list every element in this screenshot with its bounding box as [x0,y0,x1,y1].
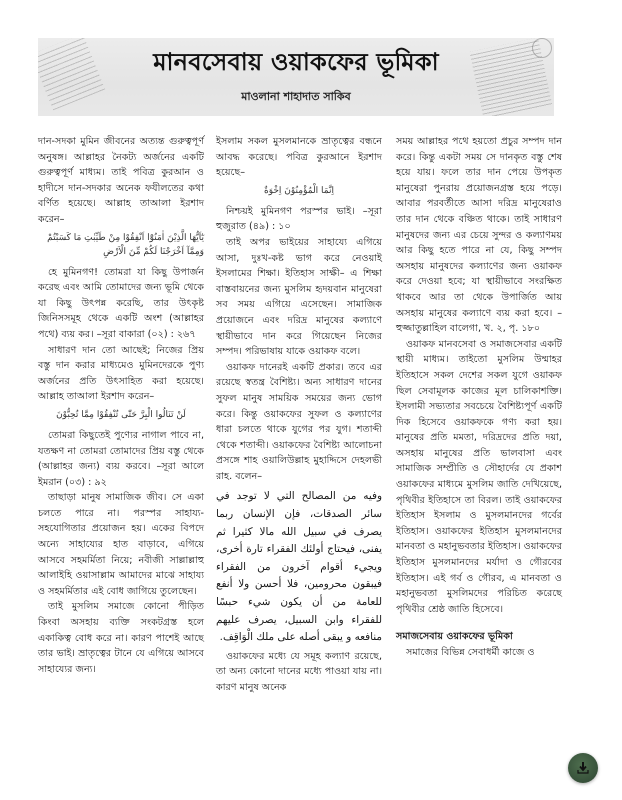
download-button[interactable] [568,753,598,783]
article-column-3 [396,134,562,661]
article-title: মানবসেবায় ওয়াকফের ভূমিকা [153,48,439,76]
paragraph: তোমরা কিছুতেই পুণ্যের নাগাল পাবে না, যতক্ষণ না তোমরা তোমাদের প্রিয় বস্তু থেকে (আল্লাহর জন্য) ব্যয় করবে। –সূরা আলে ইমরান (০৩) : ৯২ [38,429,204,488]
paragraph: সময় আল্লাহর পথে হয়তো প্রচুর সম্পদ দান করে। কিন্তু একটা সময় সে দানকৃত বস্তু শেষ হয়ে যায়। ফলে তার দান পেয়ে উপকৃত মানুষেরা পুনরায় প্রয়োজনগ্রস্ত হয়ে পড়ে। আবার পরবর্তীতে আসা দরিদ্র মানুষেরাও তার দান থেকে বঞ্চিত থাকে। তাই সাধারণ মানুষদের জন্য এর চেয়ে সুন্দর ও কল্যাণময় আর কিছু হতে পারে না যে, কিছু সম্পদ অসহায় মানুষদের কল্যাণের জন্য ওয়াকফ করে দেওয়া হবে; যা স্থায়ীভাবে সংরক্ষিত থাকবে আর তা থেকে উপার্জিত আয় অসহায় মানুষের কল্যাণে ব্যয় করা হবে। –হুজ্জাতুল্লাহিল বালেগা, খ. ২, পৃ. ১৮০ [396,136,562,335]
paragraph: তাই মুসলিম সমাজে কোনো পীড়িত কিংবা অসহায় ব্যক্তি সংকটগ্রস্ত হলে একাকিত্ব বোধ করে না। কারণ পাশেই আছে তার ভাই। ভ্রাতৃত্বের টানে যে এগিয়ে আসবে সাহায্যের জন্য। [38,601,204,675]
section-subheading: সমাজসেবায় ওয়াকফের ভূমিকা [396,631,513,643]
paragraph: তাই অপর ভাইয়ের সাহায্যে এগিয়ে আসা, দুঃখ-কষ্ট ভাগ করে নেওয়াই ইসলামের শিক্ষা। ইতিহাস সাক্ষী– এ শিক্ষা বাস্তবায়নের জন্য মুসলিম হৃদয়বান মানুষেরা সব সময় এগিয়ে এসেছেন। সামাজিক প্রয়োজনে এবং দরিদ্র মানুষের কল্যাণে স্থায়ীভাবে দান করে গিয়েছেন নিজের সম্পদ। পরিভাষায় যাকে ওয়াকফ বলে। [216,236,382,358]
paragraph: সমাজের বিভিন্ন সেবাধর্মী কাজে ও [406,647,535,658]
quran-verse-arabic: اِنَّمَا الْمُؤْمِنُوْنَ اِخْوَةٌ [264,185,334,196]
paragraph: নিশ্চয়ই মুমিনগণ পরস্পর ভাই। –সূরা হুজুরাত (৪৯) : ১০ [216,205,382,233]
download-icon [576,761,590,775]
article-header-banner [38,38,554,116]
paragraph: হে মুমিনগণ! তোমরা যা কিছু উপার্জন করেছ এবং আমি তোমাদের জন্য ভূমি থেকে যা কিছু উৎপন্ন করেছি, তার উৎকৃষ্ট জিনিসসমূহ থেকে একটি অংশ (আল্লাহর পথে) ব্যয় কর। –সূরা বাকারা (০২) : ২৬৭ [38,266,204,340]
article-column-2 [216,134,382,696]
paragraph: ওয়াকফ মানবসেবা ও সমাজসেবার একটি স্থায়ী মাধ্যম। তাইতো মুসলিম উম্মাহর ইতিহাসে সকল দেশের সকল যুগে ওয়াকফ ছিল সেবামূলক কাজের মূল চালিকাশক্তি। ইসলামী সভ্যতার সবচেয়ে বৈশিষ্ট্যপূর্ণ একটি দিক হিসেবে ওয়াকফকে গণ্য করা হয়। মানুষের প্রতি মমতা, দরিদ্রদের প্রতি দয়া, অসহায় মানুষের প্রতি ভালবাসা এবং সামাজিক সম্প্রীতি ও সৌহার্দের যে প্রকাশ ওয়াকফের মাধ্যমে মুসলিম জাতি দেখিয়েছে, পৃথিবীর ইতিহাসে তা বিরল। তাই ওয়াকফের ইতিহাস ইসলাম ও মুসলমানদের গর্বের ইতিহাস। ওয়াকফের ইতিহাস মুসলমানদের মানবতা ও মহানুভবতার ইতিহাস। ওয়াকফের ইতিহাস মুসলমানদের মর্যাদা ও গৌরবের ইতিহাস। এই গর্ব ও গৌরব, এ মানবতা ও মহানুভবতা মুসলিমদের পরিচিত করেছে পৃথিবীর শ্রেষ্ঠ জাতি হিসেবে। [396,338,562,615]
paragraph: তাছাড়া মানুষ সামাজিক জীব। সে একা চলতে পারে না। পরস্পর সাহায্য-সহযোগিতার প্রয়োজন হয়। একের বিপদে অন্যে সাহায্যের হাত বাড়াবে, এগিয়ে আসবে সহমর্মিতা নিয়ে; নবীজী সাল্লাল্লাহু আলাইহি ওয়াসাল্লাম আমাদের মাঝে সাহায্য ও সহমর্মিতার এই বোধ জাগিয়ে তুলেছেন। [38,492,204,597]
paragraph: ওয়াকফ দানেরই একটি প্রকার। তবে এর রয়েছে স্বতন্ত্র বৈশিষ্ট্য। অন্য সাধারণ দানের সুফল মানুষ সাময়িক সময়ের জন্য ভোগ করে। কিন্তু ওয়াকফের সুফল ও কল্যাণের ধারা চলতে থাকে যুগের পর যুগ। শতাব্দী থেকে শতাব্দী। ওয়াকফের বৈশিষ্ট্য আলোচনা প্রসঙ্গে শাহ ওয়ালিউল্লাহ মুহাদ্দিসে দেহলভী রাহ. বলেন– [216,361,382,482]
arabic-quote-block: وفيه من المصالح التي لا توجد في سائر الصدقات، فإن الإنسان ربما يصرف في سبيل الله مالا كثيرا ثم يفنى، فيحتاج أولئك الفقراء تارة أخرى، ويجيء أقوام آخرون من الفقراء فيبقون محرومين، فلا أحسن ولا أنفع للعامة من أن يكون شيء حبسًا للفقراء وابن السبيل، يصرف عليهم منافعه و يبقى أصله على ملك الْوَاقِف. [216,490,382,644]
paragraph: ওয়াকফের মধ্যে যে সমূহ কল্যাণ রয়েছে, তা অন্য কোনো দানের মধ্যে পাওয়া যায় না। কারণ মানুষ অনেক [216,650,382,693]
quran-verse-arabic: يٰٓاَيُّهَا الَّذِيْنَ اٰمَنُوْٓا اَنْفِقُوْا مِنْ طَيِّبٰتِ مَا كَسَبْتُمْ وَمِمَّآ اَخْرَجْنَا لَكُمْ مِّنَ الْاَرْضِ [47,232,204,257]
paragraph: দান-সদকা মুমিন জীবনের অত্যন্ত গুরুত্বপূর্ণ অনুষঙ্গ। আল্লাহর নৈকট্য অর্জনের একটি গুরুত্বপূর্ণ মাধ্যম। তাই পবিত্র কুরআন ও হাদীসে দান-সদকার অনেক ফযীলতের কথা বর্ণিত হয়েছে। আল্লাহ তাআলা ইরশাদ করেন– [38,136,204,225]
quran-verse-arabic: لَنْ تَنَالُوا الْبِرَّ حَتّٰى تُنْفِقُوْا مِمَّا تُحِبُّوْنَ [56,409,186,420]
article-column-1 [38,134,204,677]
paragraph: সাধারণ দান তো আছেই; নিজের প্রিয় বস্তু দান করার মাধ্যমেও মুমিনদেরকে পুণ্য অর্জনের প্রতি উৎসাহিত করা হয়েছে। আল্লাহ তাআলা ইরশাদ করেন– [38,344,204,403]
paragraph: ইসলাম সকল মুসলমানকে ভ্রাতৃত্বের বন্ধনে আবদ্ধ করেছে। পবিত্র কুরআনে ইরশাদ হয়েছে– [216,136,382,179]
article-author: মাওলানা শাহাদাত সাকিব [241,90,351,103]
